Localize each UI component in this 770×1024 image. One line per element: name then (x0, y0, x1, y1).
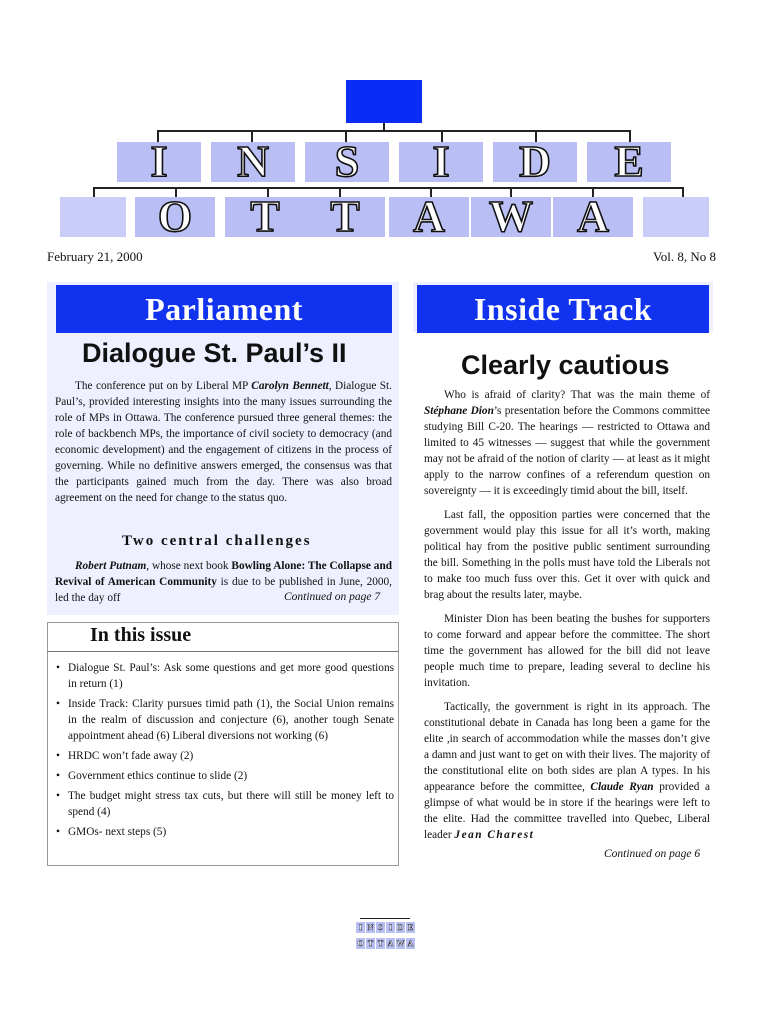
in-this-issue-title: In this issue (90, 624, 192, 646)
masthead-tile (117, 137, 201, 186)
issue-date: February 21, 2000 (47, 249, 143, 264)
article-paragraph (55, 378, 392, 506)
masthead-letter: N (237, 137, 269, 186)
article-body (424, 387, 710, 843)
masthead-letter: A (413, 192, 445, 241)
article-headline: Dialogue St. Paul’s II (82, 338, 347, 368)
article-paragraph: Minister Dion has been beating the bushes for supporters to come forward and appear before the committee. The short time the government has allowed for the bill did not leave people much time to prepare, leading several to decline his invitation. (424, 613, 710, 689)
person-name: Claude Ryan (590, 781, 654, 793)
masthead-tile-blank (643, 197, 709, 237)
continued-link[interactable]: Continued on page 6 (604, 848, 701, 860)
list-item[interactable]: • GMOs- next steps (5) (52, 824, 394, 840)
masthead-tile (493, 137, 577, 186)
footer-logo-tile: T (367, 939, 374, 948)
article-paragraph (424, 387, 710, 499)
footer-logo-tile: E (407, 923, 414, 932)
masthead-tile (587, 137, 671, 186)
masthead-letter: A (577, 192, 609, 241)
masthead-drop (93, 187, 95, 197)
text-run: ’s presentation before the Commons committee studying Bill C-20. The hearings — restricted to Ottawa and limited to 45 witnesses — suggest that while the government may not be afraid of the notion of clarity — at least as it might apply to the narrow confines of a referendum question on sovereignty — it is exceedingly timid about the bill, itself. (424, 405, 710, 497)
masthead-letter: T (250, 192, 280, 241)
article-body (55, 378, 392, 506)
article-paragraph (424, 699, 710, 843)
masthead-rule-middle (93, 187, 684, 189)
footer-logo-rule (360, 918, 410, 919)
masthead-letter: D (519, 137, 551, 186)
masthead-tile (305, 192, 385, 241)
footer-logo-tile: S (376, 922, 385, 933)
masthead-letter: I (432, 137, 450, 186)
text-run: provided a glimpse of what would be in store if the hearings were left to the elite. Had the committee travelled into Quebec, Liberal leader (424, 781, 710, 841)
masthead-letter: E (614, 137, 644, 186)
masthead-letter: O (157, 192, 193, 241)
masthead-tile (553, 192, 633, 241)
person-name: Jean Charest (454, 829, 535, 841)
footer-logo-tile: W (396, 939, 405, 948)
list-item[interactable]: • Inside Track: Clarity pursues timid path (1), the Social Union remains in the realm of discussion and conjecture (6), another tough Senate appointment ahead (6) Liberal diversions not working (6) (52, 696, 394, 744)
text-run: The conference put on by Liberal MP (75, 380, 252, 392)
in-this-issue-list (52, 660, 394, 844)
issue-volume: Vol. 8, No 8 (653, 249, 716, 264)
masthead-tile (471, 192, 551, 241)
list-item[interactable]: • Government ethics continue to slide (2) (52, 768, 394, 784)
text-run: Tactically, the government is right in its approach. The constitutional debate in Canada has long been a game for the elite ,in search of accommodation while the masses don’t give a damn and just want to get on with their lives. The majority of the constitutional elite on both sides are plan A types. In his appearance before the committee, (424, 701, 710, 793)
person-name: Stéphane Dion (424, 405, 494, 417)
masthead-tile (305, 137, 389, 186)
masthead-rule-top (157, 130, 631, 132)
section-title: Inside Track (473, 290, 653, 327)
footer-logo-tile: A (407, 939, 414, 948)
masthead-letter: S (334, 137, 360, 186)
footer-logo-tile: I (386, 922, 395, 933)
list-item[interactable]: • Dialogue St. Paul’s: Ask some questions and get more good questions in return (1) (52, 660, 394, 692)
person-name: Carolyn Bennett (251, 380, 329, 392)
masthead-letter: I (150, 137, 168, 186)
footer-logo-tile: T (377, 939, 384, 948)
text-run: is due to be published in June, 2000, led the day off (55, 576, 392, 604)
section-banner-parliament (56, 285, 392, 333)
masthead-tile (225, 192, 305, 241)
section-banner-inside-track (417, 285, 709, 333)
masthead-tile (135, 192, 215, 241)
divider (47, 651, 399, 652)
article-headline: Clearly cautious (461, 350, 670, 380)
masthead-logo-box (346, 80, 422, 123)
article-subhead: Two central challenges (122, 533, 312, 549)
book-title: Bowling Alone: The Collapse and Revival of American Community (55, 560, 393, 588)
footer-logo-tile: I (356, 922, 365, 933)
footer-logo-tile: A (387, 939, 394, 948)
masthead-tile-blank (60, 197, 126, 237)
masthead-letter: T (330, 192, 360, 241)
footer-logo-tile: D (397, 923, 404, 932)
list-item[interactable]: • HRDC won’t fade away (2) (52, 748, 394, 764)
text-run: Who is afraid of clarity? That was the main theme of (444, 389, 710, 401)
continued-link[interactable]: Continued on page 7 (284, 591, 381, 603)
text-run: , Dialogue St. Paul’s, provided interesting insights into the many issues surrounding the role of MPs in Ottawa. The conference pursued three general themes: the role of backbench MPs, the importance of civil society to democracy (and economic development) and the engagement of citizens in the process of governing. While no definitive answers emerged, the consensus was that the participants gained much from the day. There was also broad agreement on the need for change to the status quo. (55, 380, 392, 504)
masthead-tile (211, 137, 295, 186)
article-paragraph: Last fall, the opposition parties were concerned that the government would play this issue for all it’s worth, making political hay from the positive public sentiment surrounding the bill. Something in the polls must have told the Liberals not to make too much fuss over this. Get it over with quick and brag about the results later, maybe. (424, 509, 710, 601)
masthead-letter: W (489, 192, 533, 241)
section-title: Parliament (145, 290, 303, 327)
footer-logo-tile: N (367, 923, 374, 932)
person-name: Robert Putnam (75, 560, 147, 572)
masthead-tile (399, 137, 483, 186)
footer-logo-tile: O (357, 939, 364, 948)
footer-logo (354, 910, 416, 954)
masthead-drop (682, 187, 684, 197)
masthead-tile (389, 192, 469, 241)
list-item[interactable]: • The budget might stress tax cuts, but there will still be money left to spend (4) (52, 788, 394, 820)
text-run: , whose next book (146, 560, 232, 572)
